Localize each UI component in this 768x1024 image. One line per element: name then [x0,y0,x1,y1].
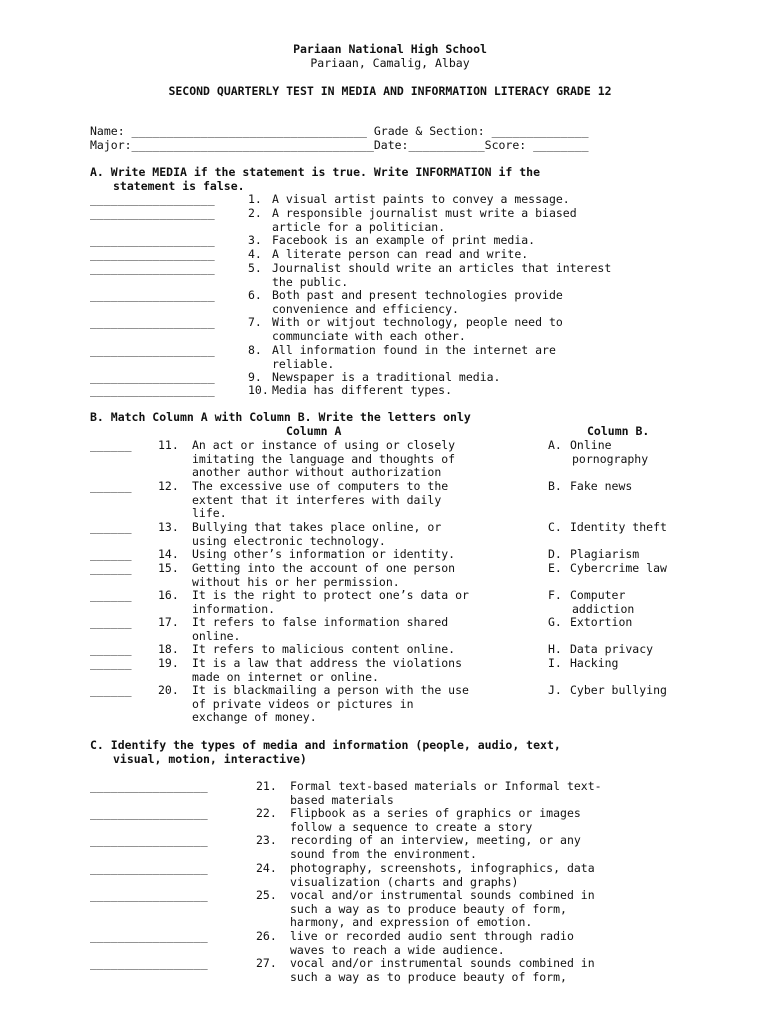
item-number: 16. [158,588,179,602]
choice-letter: J. [548,683,562,697]
item-number: 18. [158,642,179,656]
item-text: exchange of money. [192,710,317,725]
item-text: It is the right to protect one’s data or [192,588,469,602]
item-text: sound from the environment. [290,846,477,861]
test-title: SECOND QUARTERLY TEST IN MEDIA AND INFORMATION LITERACY GRADE 12 [168,84,612,98]
answer-blank[interactable]: _________________ [90,888,208,902]
item-text: recording of an interview, meeting, or any [290,833,581,847]
answer-blank[interactable]: __________________ [90,370,215,384]
choice-text: Fake news [570,479,633,493]
answer-blank[interactable]: __________________ [90,343,215,357]
item-text: It is a law that address the violations [192,656,463,670]
item-text: Media has different types. [272,383,453,397]
item-number: 8. [248,343,262,357]
item-number: 15. [158,561,179,575]
choice-text: addiction [572,601,635,616]
item-text: It refers to false information shared [192,615,449,629]
choice-letter: H. [548,642,562,656]
item-text: Both past and present technologies provide [272,288,563,302]
item-text: reliable. [272,356,335,371]
item-number: 9. [248,370,262,384]
section-c-title-cont: visual, motion, interactive) [113,752,307,766]
item-text: Getting into the account of one person [192,561,456,575]
choice-letter: E. [548,561,562,575]
item-number: 5. [248,261,262,275]
item-number: 23. [256,833,277,847]
item-number: 19. [158,656,179,670]
item-number: 3. [248,233,262,247]
answer-blank[interactable]: ______ [90,615,132,629]
item-number: 24. [256,861,277,875]
name-grade-line: Name: __________________________________ Grade & Section: ______________ [90,124,589,138]
choice-text: pornography [572,451,649,466]
item-number: 6. [248,288,262,302]
answer-blank[interactable]: __________________ [90,288,215,302]
item-number: 4. [248,247,262,261]
item-text: convenience and efficiency. [272,301,459,316]
section-a-title-cont: statement is false. [113,179,245,193]
item-text: the public. [272,274,349,289]
item-text: With or witjout technology, people need to [272,315,563,329]
choice-text: Cyber bullying [570,683,667,697]
answer-blank[interactable]: _________________ [90,929,208,943]
item-text: Formal text-based materials or Informal text- [290,779,602,793]
item-text: Journalist should write an articles that interest [272,261,612,275]
answer-blank[interactable]: __________________ [90,261,215,275]
item-text: It is blackmailing a person with the use [192,683,469,697]
item-text: of private videos or pictures in [192,696,414,711]
choice-text: Extortion [570,615,633,629]
answer-blank[interactable]: ______ [90,479,132,493]
choice-letter: D. [548,547,562,561]
choice-letter: B. [548,479,562,493]
item-text: A responsible journalist must write a biased [272,206,577,220]
choice-text: Computer [570,588,626,602]
item-text: article for a politician. [272,219,446,234]
choice-letter: G. [548,615,562,629]
school-address: Pariaan, Camalig, Albay [310,56,470,70]
item-number: 22. [256,806,277,820]
answer-blank[interactable]: ______ [90,520,132,534]
item-text: waves to reach a wide audience. [290,942,505,957]
item-number: 1. [248,192,262,206]
choice-text: Identity theft [570,520,667,534]
item-text: live or recorded audio sent through radio [290,929,574,943]
item-number: 12. [158,479,179,493]
answer-blank[interactable]: __________________ [90,192,215,206]
item-text: life. [192,506,227,521]
item-text: A visual artist paints to convey a message. [272,192,570,206]
item-number: 20. [158,683,179,697]
section-b-title: B. Match Column A with Column B. Write the letters only [90,410,471,424]
item-number: 10. [248,383,269,397]
item-text: It refers to malicious content online. [192,642,456,656]
answer-blank[interactable]: _________________ [90,861,208,875]
item-text: imitating the language and thoughts of [192,451,456,466]
item-text: online. [192,628,241,643]
answer-blank[interactable]: _________________ [90,779,208,793]
school-name: Pariaan National High School [293,42,487,56]
item-text: such a way as to produce beauty of form, [290,969,567,984]
item-text: extent that it interferes with daily [192,492,442,507]
item-number: 25. [256,888,277,902]
item-text: An act or instance of using or closely [192,438,456,452]
item-text: All information found in the internet are [272,343,556,357]
item-text: made on internet or online. [192,669,379,684]
answer-blank[interactable]: _________________ [90,833,208,847]
choice-letter: I. [548,656,562,670]
answer-blank[interactable]: ______ [90,547,132,561]
item-number: 27. [256,956,277,970]
choice-text: Plagiarism [570,547,640,561]
item-text: vocal and/or instrumental sounds combined in [290,956,595,970]
item-number: 21. [256,779,277,793]
choice-text: Cybercrime law [570,561,667,575]
item-number: 14. [158,547,179,561]
choice-text: Data privacy [570,642,654,656]
major-date-score-line: Major:___________________________________Date:___________Score: ________ [90,138,589,152]
item-text: Newspaper is a traditional media. [272,370,501,384]
item-text: follow a sequence to create a story [290,819,533,834]
item-text: information. [192,601,276,616]
answer-blank[interactable]: ______ [90,561,132,575]
answer-blank[interactable]: ______ [90,656,132,670]
answer-blank[interactable]: __________________ [90,383,215,397]
item-number: 11. [158,438,179,452]
answer-blank[interactable]: _________________ [90,806,208,820]
answer-blank[interactable]: ______ [90,438,132,452]
item-text: photography, screenshots, infographics, data [290,861,595,875]
item-text: based materials [290,792,394,807]
answer-blank[interactable]: ______ [90,683,132,697]
answer-blank[interactable]: __________________ [90,233,215,247]
item-text: Flipbook as a series of graphics or images [290,806,581,820]
item-text: another author without authorization [192,465,442,480]
item-text: communciate with each other. [272,328,466,343]
answer-blank[interactable]: ______ [90,642,132,656]
item-text: without his or her permission. [192,574,400,589]
item-number: 13. [158,520,179,534]
answer-blank[interactable]: __________________ [90,315,215,329]
column-b-header: Column B. [587,424,650,438]
item-text: visualization (charts and graphs) [290,874,519,889]
item-text: Facebook is an example of print media. [272,233,536,247]
choice-letter: C. [548,520,562,534]
item-text: A literate person can read and write. [272,247,529,261]
column-a-header: Column A [286,424,342,438]
item-number: 2. [248,206,262,220]
choice-letter: A. [548,438,562,452]
item-text: Using other’s information or identity. [192,547,456,561]
item-text: vocal and/or instrumental sounds combined in [290,888,595,902]
item-number: 7. [248,315,262,329]
item-text: The excessive use of computers to the [192,479,449,493]
choice-letter: F. [548,588,562,602]
item-text: Bullying that takes place online, or [192,520,442,534]
item-text: harmony, and expression of emotion. [290,915,533,930]
choice-text: Online [570,438,612,452]
item-text: using electronic technology. [192,533,386,548]
answer-blank[interactable]: ______ [90,588,132,602]
answer-blank[interactable]: __________________ [90,206,215,220]
section-c-title: C. Identify the types of media and information (people, audio, text, [90,738,561,752]
choice-text: Hacking [570,656,619,670]
section-a-title: A. Write MEDIA if the statement is true. Write INFORMATION if the [90,165,541,179]
answer-blank[interactable]: __________________ [90,247,215,261]
item-text: such a way as to produce beauty of form, [290,901,567,916]
item-number: 17. [158,615,179,629]
item-number: 26. [256,929,277,943]
answer-blank[interactable]: _________________ [90,956,208,970]
